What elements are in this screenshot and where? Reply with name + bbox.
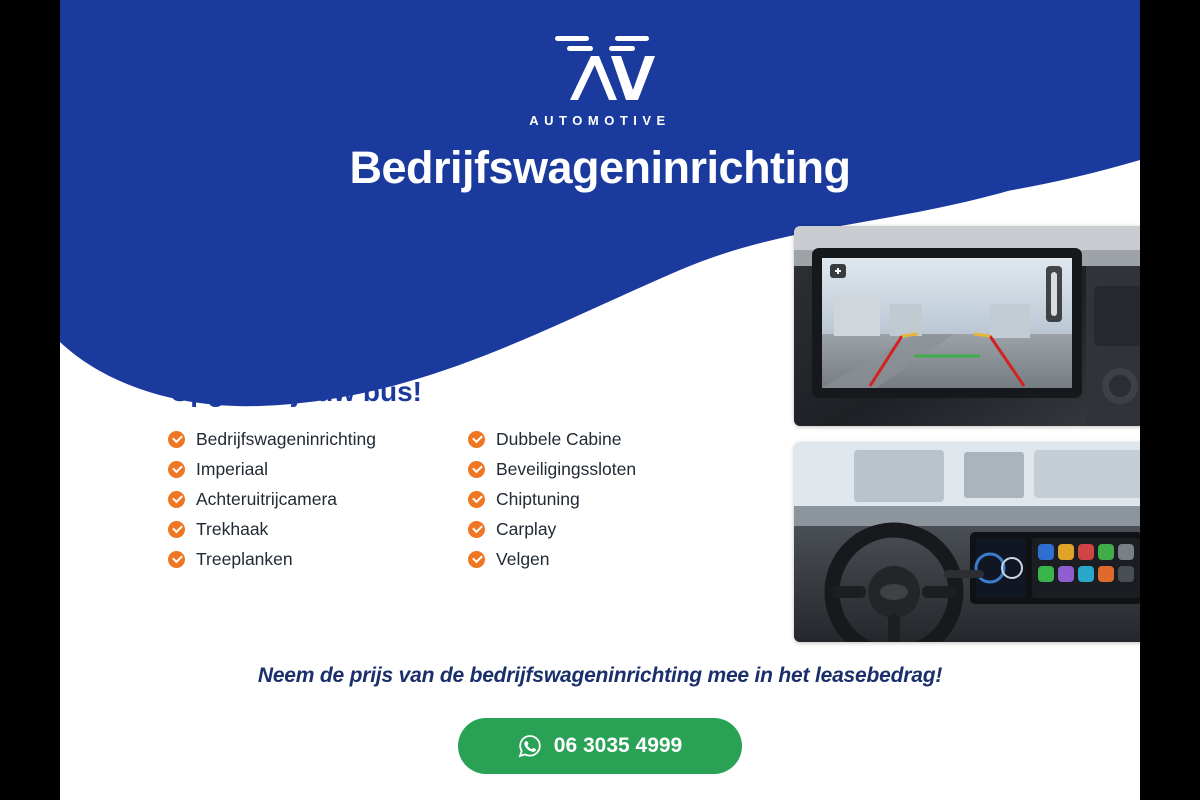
check-circle-icon xyxy=(468,491,485,508)
list-item xyxy=(468,544,768,574)
upgrade-title: Upgrade jouw bus! xyxy=(170,376,422,407)
feature-label: Achteruitrijcamera xyxy=(196,488,338,509)
check-circle-icon xyxy=(468,551,485,568)
steering-wheel-carplay-photo xyxy=(794,442,1140,642)
whatsapp-phone-button[interactable] xyxy=(458,718,742,774)
check-circle-icon xyxy=(468,461,485,478)
list-item xyxy=(468,484,768,514)
whatsapp-icon xyxy=(518,734,542,758)
list-item xyxy=(168,424,468,454)
check-circle-icon xyxy=(168,461,185,478)
check-circle-icon xyxy=(168,521,185,538)
feature-label: Trekhaak xyxy=(196,518,269,539)
reversing-camera-screen-photo xyxy=(794,226,1140,426)
phone-number-label: 06 3035 4999 xyxy=(553,734,683,757)
feature-label: Chiptuning xyxy=(496,488,580,509)
list-item xyxy=(168,544,468,574)
list-item xyxy=(468,514,768,544)
page-title: Bedrijfswageninrichting xyxy=(349,142,851,193)
feature-column-left xyxy=(168,424,468,574)
feature-label: Velgen xyxy=(496,548,550,569)
feature-column-right xyxy=(468,424,768,574)
check-circle-icon xyxy=(468,521,485,538)
check-circle-icon xyxy=(168,551,185,568)
feature-label: Dubbele Cabine xyxy=(496,428,622,449)
poster-card xyxy=(60,0,1140,800)
brand-logo xyxy=(60,34,1140,128)
feature-label: Treeplanken xyxy=(196,548,293,569)
list-item xyxy=(168,484,468,514)
list-item xyxy=(468,454,768,484)
av-automotive-logo-icon xyxy=(525,93,675,110)
lease-tagline: Neem de prijs van de bedrijfswageninrichting mee in het leasebedrag! xyxy=(257,664,943,687)
brand-logo-word: AUTOMOTIVE xyxy=(529,113,671,128)
feature-list xyxy=(168,424,768,574)
feature-label: Beveiligingssloten xyxy=(496,458,637,479)
feature-label: Carplay xyxy=(496,518,557,539)
feature-label: Imperiaal xyxy=(196,458,268,479)
feature-label: Bedrijfswageninrichting xyxy=(196,428,376,449)
check-circle-icon xyxy=(168,431,185,448)
list-item xyxy=(468,424,768,454)
check-circle-icon xyxy=(168,491,185,508)
list-item xyxy=(168,514,468,544)
list-item xyxy=(168,454,468,484)
check-circle-icon xyxy=(468,431,485,448)
